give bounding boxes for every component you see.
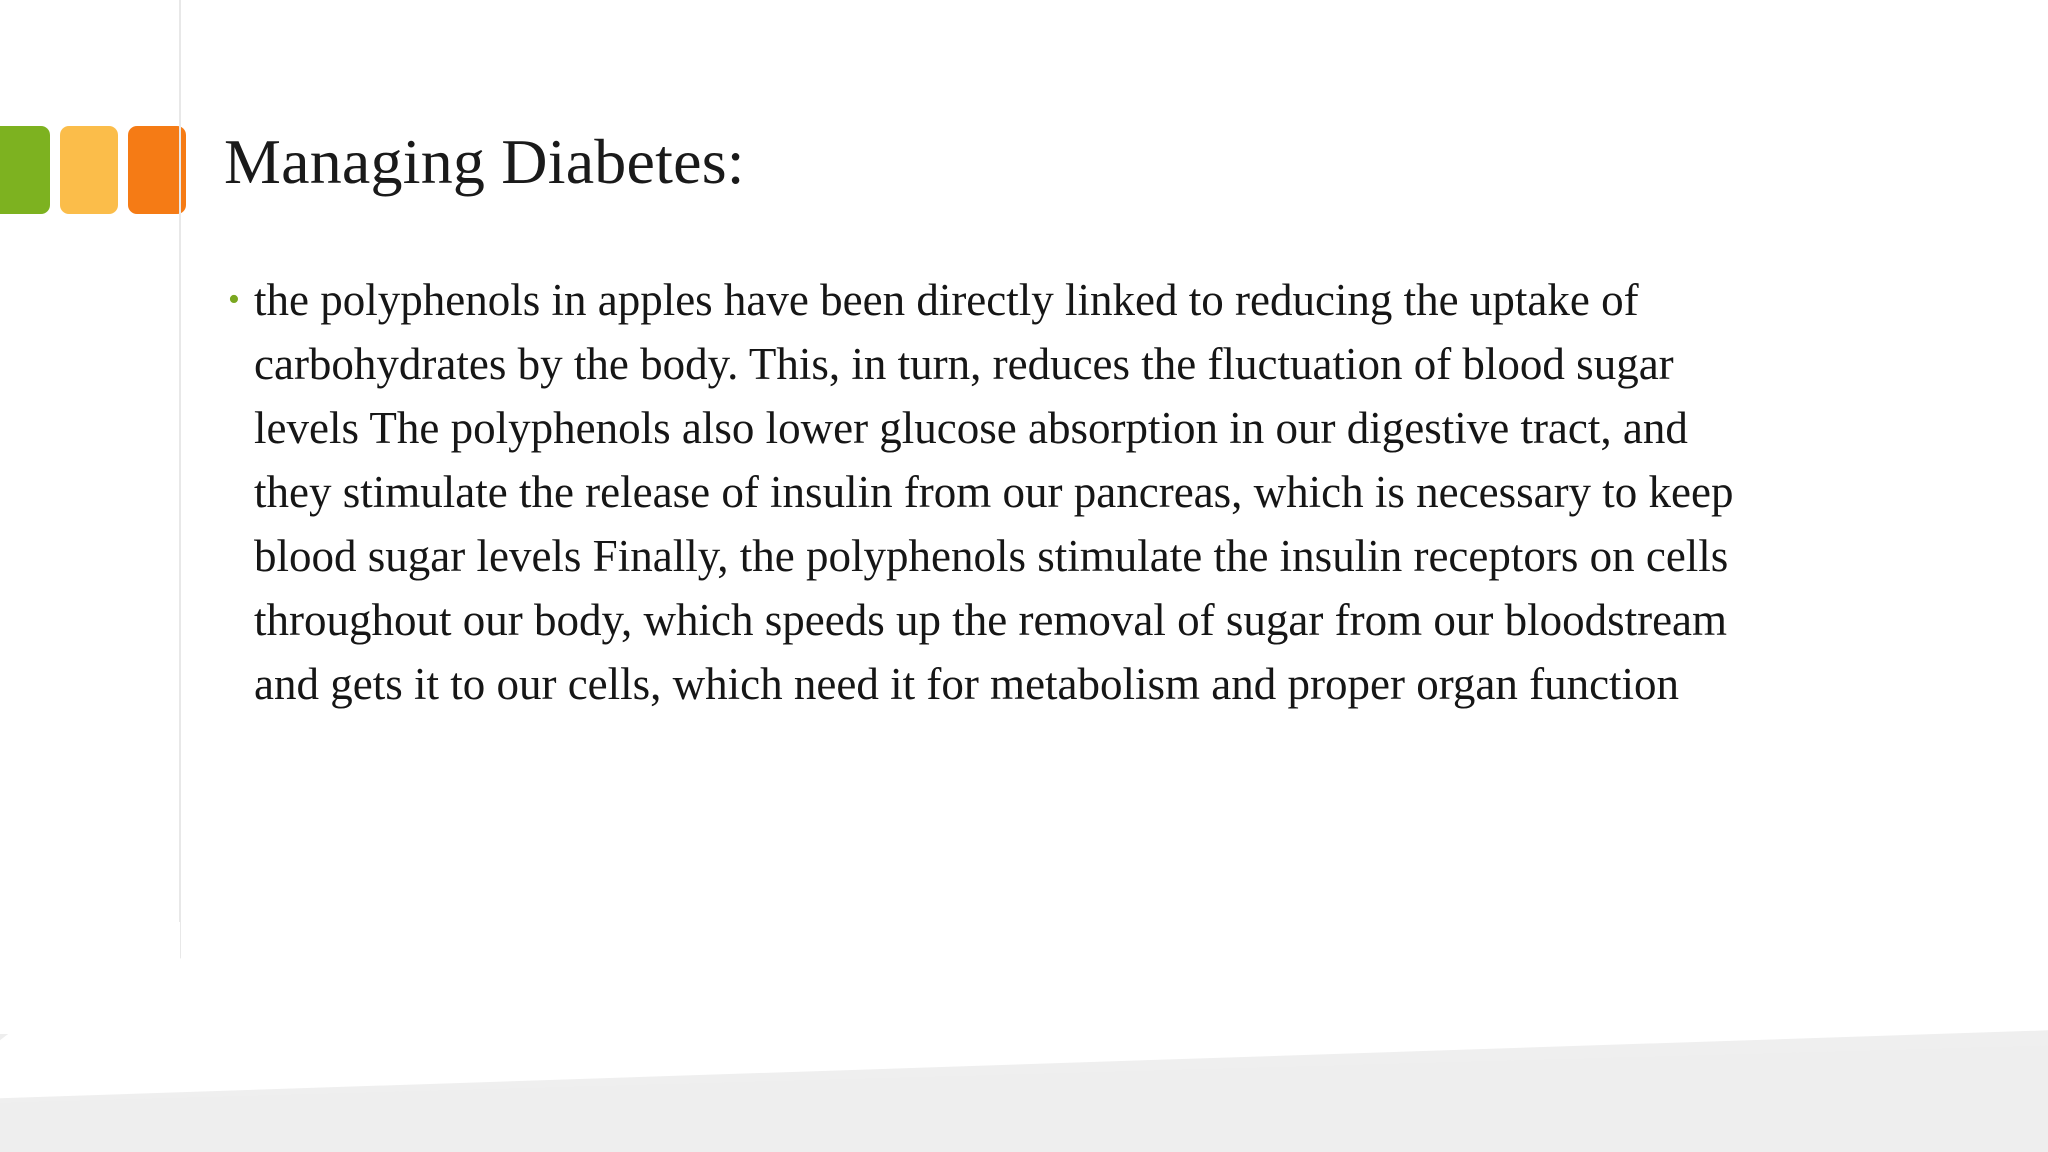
bullet-text: the polyphenols in apples have been directly linked to reducing the uptake of carbohydrates by the body. This, in turn, reduces the fluctuation of blood sugar levels The polyphenols also lower glucose absorption in our digestive tract, and they stimulate the release of insulin from our pancreas, which is necessary to keep blood sugar levels Finally, the polyphenols stimulate the insulin receptors on cells throughout our body, which speeds up the removal of sugar from our bloodstream and gets it to our cells, which need it for metabolism and proper organ function bbox=[254, 275, 1734, 709]
left-divider-rule bbox=[179, 0, 181, 1030]
accent-square-yellow bbox=[60, 126, 118, 214]
footer-decoration bbox=[0, 922, 2048, 1152]
bullet-dot-icon: • bbox=[228, 281, 240, 318]
list-item bbox=[224, 268, 1764, 716]
swoosh-left-mask bbox=[0, 922, 180, 1034]
slide-title: Managing Diabetes: bbox=[224, 126, 745, 197]
slide-body bbox=[224, 268, 1764, 716]
accent-square-green bbox=[0, 126, 50, 214]
accent-square-group bbox=[0, 126, 186, 214]
accent-square-orange bbox=[128, 126, 186, 214]
